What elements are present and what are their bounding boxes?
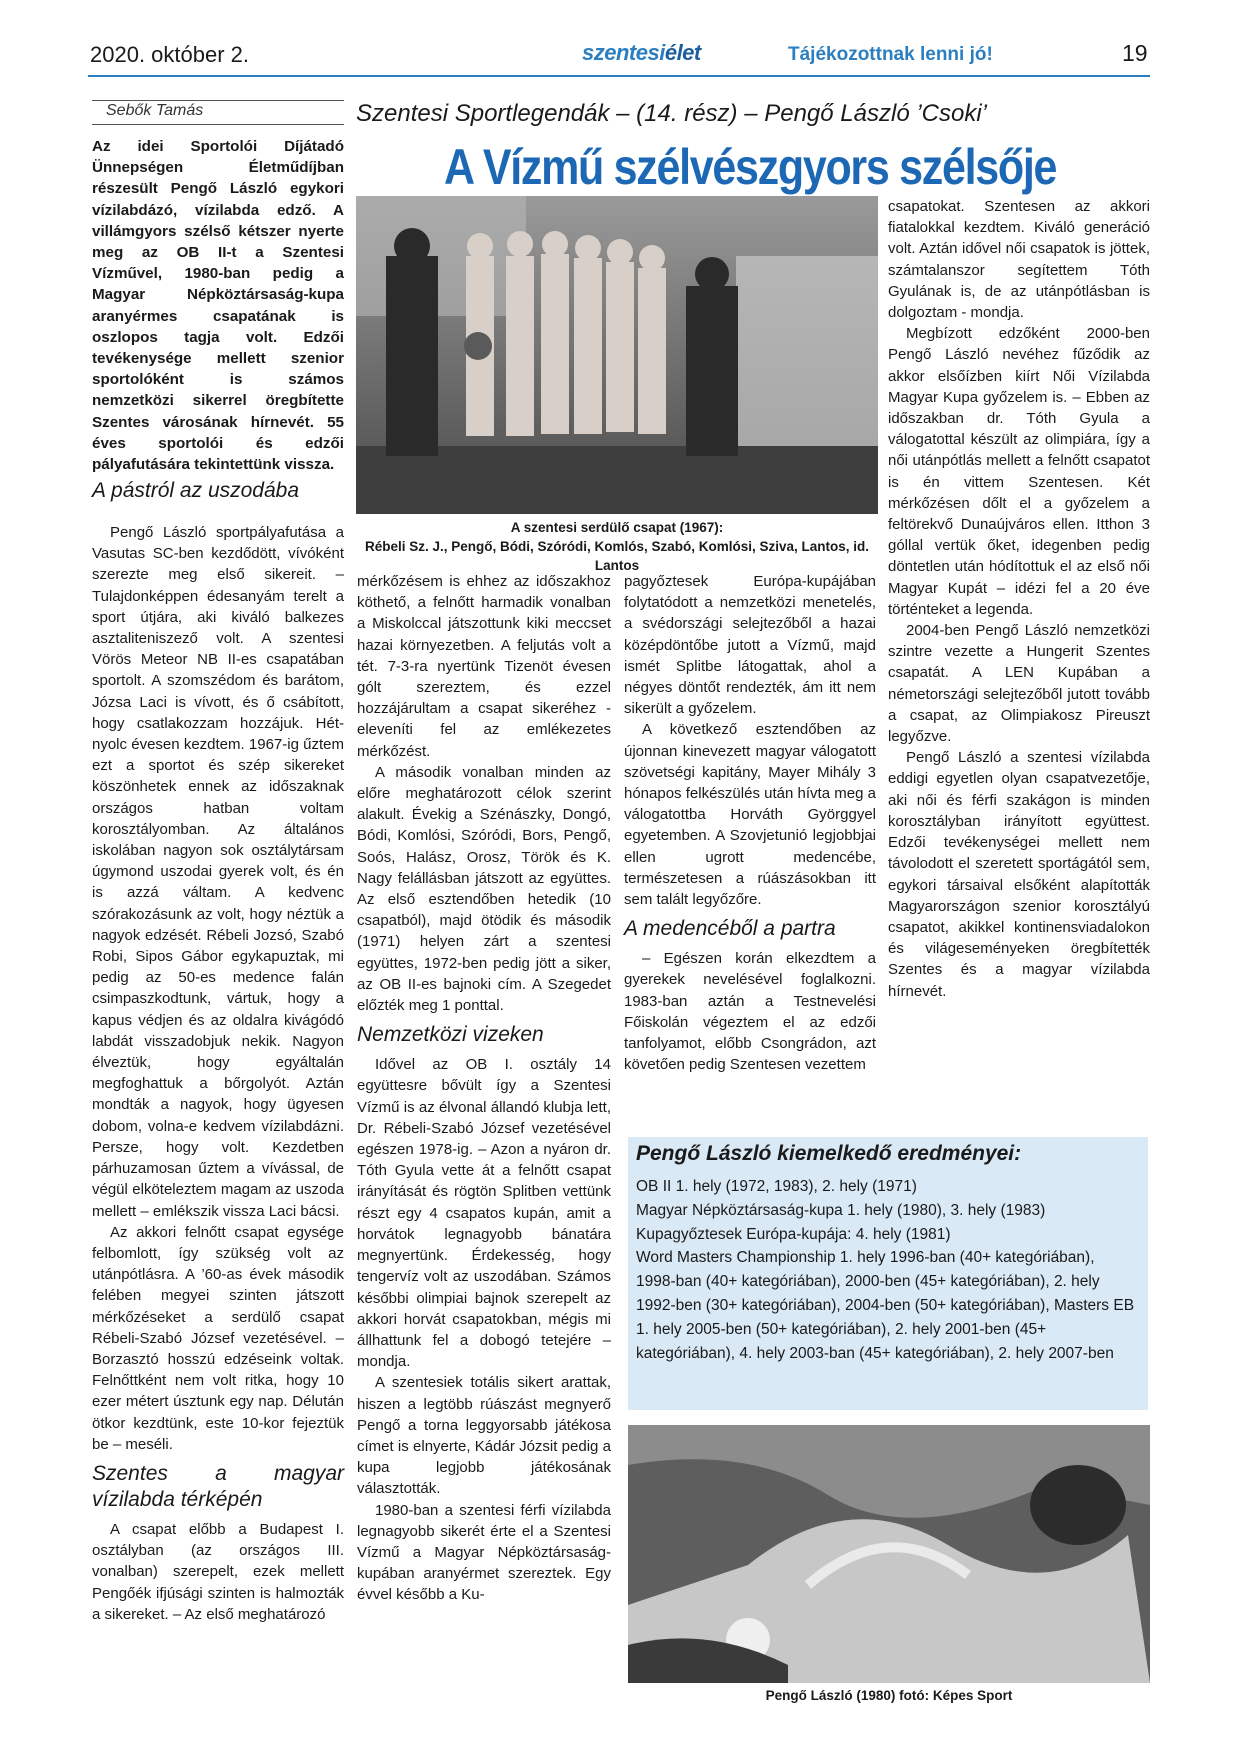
subheading-2: Szentes a magyar vízilabda térképén (92, 1461, 344, 1511)
logo-part-a: szentesi (582, 40, 665, 65)
subheading-3: Nemzetközi vizeken (357, 1023, 544, 1047)
team-photo (356, 196, 878, 514)
result-line: Magyar Népköztársaság-kupa 1. hely (1980), 3. hely (1983) (636, 1201, 1046, 1219)
paragraph-8: 1980-ban a szentesi férfi vízilabda legnagyobb sikerét érte el a Szentesi Vízmű a Magyar Népköztársaság-kupában aranyérmet szereztek. Egy évvel később a Ku- (357, 1501, 611, 1604)
team-photo-image (356, 196, 878, 514)
subheading-4: A medencéből a partra (624, 917, 836, 941)
column-2 (357, 571, 611, 1606)
paragraph-15: Pengő László a szentesi vízilabda eddigi egyetlen olyan csapatvezetője, aki női és férfi szakágon is minden korosztályban irányított együttest. Edzői tevékenységei mellett nem távolodott el szeretett sportágától sem, egykori társaival elsőként alapították Magyarországon szenior korosztályú csapatot, akikkel kontinensviadalokon és világeseményeken öregbítették Szentes és a magyar vízilabda hírnevét. (888, 749, 1150, 1000)
article-kicker: Szentesi Sportlegendák – (14. rész) – Pengő László ’Csoki’ (356, 100, 988, 127)
paragraph-9: pagyőztesek Európa-kupájában folytatódott a nemzetközi menetelés, a svédországi selejtezőből a hazai középdöntőbe jutott a Vízmű, majd ismét Splitbe látogattak, ahol a négyes döntőt rendezték, ám itt nem sikerült a győzelem. (624, 573, 876, 718)
author-byline: Sebők Tamás (106, 102, 204, 119)
action-photo-caption: Pengő László (1980) fotó: Képes Sport (765, 1688, 1013, 1703)
paragraph-3: A csapat előbb a Budapest I. osztályban (az országos III. vonalban) szerepelt, ezek mellett Pengőék ifjúsági szinten is halmozták a sikereket. – Az első meghatározó (92, 1520, 344, 1623)
action-photo-image (628, 1425, 1150, 1683)
paragraph-6: Idővel az OB I. osztály 14 együttesre bővült így a Szentesi Vízmű is az élvonal állandó klubja lett, Dr. Rébeli-Szabó József vezetésével egészen 1978-ig. – Azon a nyáron dr. Tóth Gyula vette át a felnőtt csapat irányítását és rögtön Splitben vettünk részt egy 4 csapatos kupán, amit a horvátok legnagyobb bánatára megnyertünk. Érdekesség, hogy tengervíz volt az uszodában. Számos későbbi olimpiai bajnok szerepelt az akkori horvát csapatokban, mégis mi állhattunk fel a dobogó tetejére – mondja. (357, 1056, 611, 1371)
subheading-1: A pástról az uszodába (92, 479, 300, 502)
paragraph-1: Pengő László sportpályafutása a Vasutas SC-ben kezdődött, vívóként szerezte meg első sikereit. – Tulajdonképpen édesanyám terelt a sport útjára, aki kiváló balkezes asztaliteniszező volt. A szentesi Vörös Meteor NB II-es csapatában sportolt. A szomszédom és barátom, Józsa Laci is vívott, és ő csábított, hogy csatlakozzam hozzájuk. Hét-nyolc évesen kezdtem. 1967-ig űztem ezt a sportot és szép sikereket köszönhetek ennek az időszaknak országos hatban voltam korosztályomban. Az általános iskolában nagyon sok osztálytársam úgymond uszodai gyerek volt, és én is azzá váltam. A kedvenc szórakozásunk az volt, hogy néztük a nagyok edzését. Rébeli Jozsó, Szabó Robi, Sipos Gábor egykapuztak, mi pedig az 50-es medence falán csimpaszkodtunk, vártuk, hogy a kapus védjen és az oldalra kivágódó labdát visszadobjuk nekik. Nagyon élveztük, hogy egyáltalán megfoghattuk a bőrgolyót. Aztán mondták a nagyok, hogy ügyesen dobom, volna-e kedvem vízilabdázni. Persze, hogy volt. Kezdetben párhuzamosan űztem a vívással, de végül elköteleztem magam az uszoda mellett – emlékszik vissza Laci bácsi. (92, 524, 344, 1220)
author-rule-top (92, 100, 344, 101)
paragraph-4: mérkőzésem is ehhez az időszakhoz köthető, a felnőtt harmadik vonalban a Miskolccal játszottunk kiki meccset hazai környezetben. A feljutás volt a tét. 7-3-ra nyertünk Tizenöt évesen gólt szereztem, és ezzel hozzájárultam a csapat sikeréhez - eleveníti fel az emlékezetes mérkőzést. (357, 573, 611, 760)
column-1 (92, 479, 344, 1625)
author-rule-bottom (92, 124, 344, 125)
result-line: Kupagyőztesek Európa-kupája: 4. hely (1981) (636, 1225, 951, 1243)
team-photo-caption (356, 518, 878, 575)
slogan: Tájékozottnak lenni jó! (788, 44, 993, 65)
result-line: Word Masters Championship 1. hely 1996-ban (40+ kategóriában), 1998-ban (40+ kategóriában), 2000-ben (45+ kategóriában), 2. hely 1992-ben (30+ kategóriában), 2004-ben (50+ kategóriában), Masters EB 1. hely 2005-ben (50+ kategóriában), 2. hely 2001-ben (45+ kategóriában), 4. hely 2003-ban (45+ kategóriában), 2. hely 2007-ben (636, 1249, 1135, 1362)
action-photo (628, 1425, 1150, 1683)
header-rule (88, 75, 1150, 77)
column-4 (888, 196, 1150, 1002)
results-box-title: Pengő László kiemelkedő eredményei: (636, 1142, 1022, 1165)
paragraph-11: – Egészen korán elkezdtem a gyerekek nevelésével foglalkozni. 1983-ban aztán a Testnevelési Főiskolán végeztem el az edzői tanfolyamot, előbb Csongrádon, azt követően pedig Szentesen vezettem (624, 950, 876, 1074)
paragraph-14: 2004-ben Pengő László nemzetközi szintre vezette a Hungerit Szentes csapatát. A LEN Kupában a németországi selejtezőből jutott tovább a csapat, az Olimpiakosz Pireuszt legyőzve. (888, 622, 1150, 746)
paragraph-5: A második vonalban minden az előre meghatározott célok szerint alakult. Évekig a Szénászky, Dongó, Bódi, Komlósi, Szóródi, Bors, Pengő, Soós, Halász, Orosz, Török és K. Nagy felállásban játszott az együttes. Az első esztendőben hetedik (10 csapatból), majd ötödik és második (1971) helyen zárt a szentesi együttes, 1972-ben pedig jött a siker, az OB II-es bajnoki cím. A Szegedet előzték meg 1 ponttal. (357, 763, 611, 1015)
paragraph-12: csapatokat. Szentesen az akkori fiatalokkal kezdtem. Kiváló generáció volt. Aztán idővel női csapatok is jöttek, számtalanszor segítettem Tóth Gyulának is, de az utánpótlásban is dolgoztam - mondja. (888, 198, 1150, 322)
paragraph-2: Az akkori felnőtt csapat egysége felbomlott, így szükség volt az utánpótlásra. A ’60-as évek második felében megyei szinten játszott mérkőzéseket a serdülő csapat Rébeli-Szabó József vezetésével. – Borzasztó hosszú edzéseink voltak. Felnőttként nem volt ritka, hogy 10 ezer métert úsztunk egy nap. Délután ötkor kezdtünk, este 10-kor fejeztük be – meséli. (92, 1223, 344, 1453)
issue-date: 2020. október 2. (90, 42, 250, 67)
paragraph-7: A szentesiek totális sikert arattak, hiszen a legtöbb rúászást megnyerő Pengő a torna leggyorsabb játékosa címet is elnyerte, Kádár Józsit pedig a kupa legjobb játékosának választották. (357, 1374, 611, 1498)
logo-part-b: élet (664, 40, 701, 65)
article-headline: A Vízmű szélvészgyors szélsője (444, 139, 1057, 195)
result-line: OB II 1. hely (1972, 1983), 2. hely (1971) (636, 1178, 917, 1195)
article-lead: Az idei Sportolói Díjátadó Ünnepségen Életműdíjban részesült Pengő László egykori vízilabdázó, vízilabda edző. A villámgyors szélső kétszer nyerte meg az OB II-t a Szentesi Vízművel, 1980-ban pedig a Magyar Népköztársaság-kupa aranyérmes csapatának is oszlopos tagja volt. Edzői tevékenysége mellett szenior sportolóként is számos nemzetközi sikerrel öregbítette Szentes városának hírnevét. 55 éves sportolói és edzői pályafutására tekintettünk vissza. (92, 138, 344, 474)
masthead-logo (582, 40, 701, 66)
paragraph-10: A következő esztendőben az újonnan kinevezett magyar válogatott szövetségi kapitány, Mayer Mihály 3 hónapos felkészülés után hívta meg a válogatottba Horváth Györggyel egyetemben. A Szovjetunió legjobbjai ellen ugrott medencébe, természetesen a rúászásokban itt sem talált legyőzőre. (624, 721, 876, 909)
caption-names: Rébeli Sz. J., Pengő, Bódi, Szóródi, Komlós, Szabó, Komlósi, Sziva, Lantos, id. Lantos (364, 539, 870, 573)
caption-title: A szentesi serdülő csapat (1967): (510, 520, 724, 535)
column-3 (624, 571, 876, 1075)
page-number: 19 (1122, 40, 1148, 66)
results-list (636, 1175, 1136, 1365)
paragraph-13: Megbízott edzőként 2000-ben Pengő László nevéhez fűződik az akkor elsőízben kiírt Női Vízilabda Magyar Kupa győzelem is. – Ebben az időszakban dr. Tóth Gyula a válogatottal készült az olimpiára, így a női utánpótlás mellett a felnőtt csapatot is én vittem Szentesen. Két mérkőzésen dőlt el a győzelem a feltörekvő Dunaújváros ellen. Itthon 3 góllal vertük őket, idegenben pedig döntetlen után hódítottuk el az első női Magyar Kupát – idézi fel a 20 éve történteket a legenda. (888, 325, 1150, 618)
